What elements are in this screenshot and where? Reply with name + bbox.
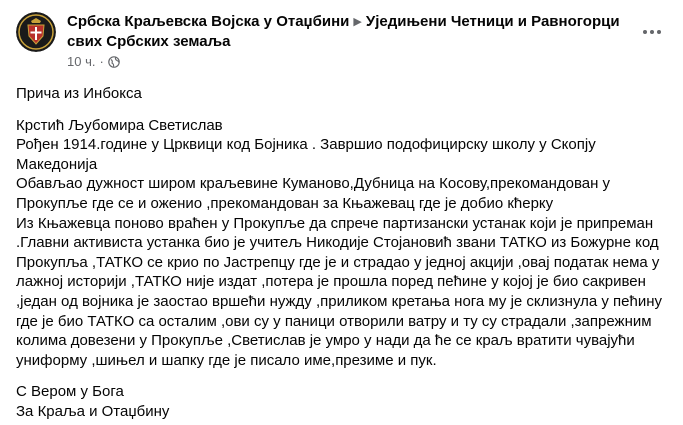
- author-avatar[interactable]: [16, 12, 56, 52]
- post-timestamp[interactable]: 10 ч.: [67, 54, 96, 69]
- paragraph-gap: [16, 104, 671, 116]
- caret-right-icon: ▶: [353, 16, 362, 28]
- more-dot: [643, 30, 647, 34]
- group-name-link[interactable]: Уједињени Четници и Равногорци свих Србских земаља: [67, 13, 620, 50]
- meta-dot: ·: [99, 54, 104, 69]
- post-title-block: [67, 12, 627, 70]
- more-dot: [657, 30, 661, 34]
- post-paragraph-2: Крстић Љубомира Светислав Рођен 1914.године у Црквици код Бојника . Завршио подофицирску школу у Скопју Македонија Обављао дужност широм краљевине Куманово,Дубница на Косову,прекомандован у Прокупље где се и оженио ,прекомандован за Књажевац где је добио кћерку Из Књажевца поново враћен у Прокупље да спрече партизански устанак који је припреман .Главни активиста устанка био је учитељ Никодије Стојановић звани ТАТКО из Божурне код Прокупља ,ТАТКО се крио по Јастрепцу где је и страдао у једној акцији ,овај податак нема у лажној историји ,ТАТКО није издат ,потера је прошла поред пећине у којој је био сакривен ,један од војника је заостао вршећи нужду ,приликом кретања нога му је склизнула у пећину где је био ТАТКО са осталим ,ови су у паници отворили ватру и ту су страдали ,запрежним колима довезени у Прокупље ,Светислав је умро у нади да ће се краљ вратити чувајући униформу ,шињел и шапку где је писало име,презиме и пук.: [16, 116, 663, 369]
- post-header: [16, 12, 666, 72]
- author-name-link[interactable]: Србска Краљевска Војска у Отаџбини: [67, 13, 350, 30]
- post-paragraph-1: Прича из Инбокса: [16, 85, 142, 102]
- coat-of-arms-icon: [16, 12, 56, 52]
- post-title: [67, 12, 627, 52]
- globe-icon[interactable]: [108, 56, 120, 68]
- more-options-icon[interactable]: [638, 22, 666, 42]
- post-body: [16, 84, 671, 422]
- post-meta: [67, 54, 627, 70]
- more-dot: [650, 30, 654, 34]
- paragraph-gap: [16, 370, 671, 382]
- post-paragraph-3: С Вером у Бога За Краља и Отаџбину: [16, 383, 170, 420]
